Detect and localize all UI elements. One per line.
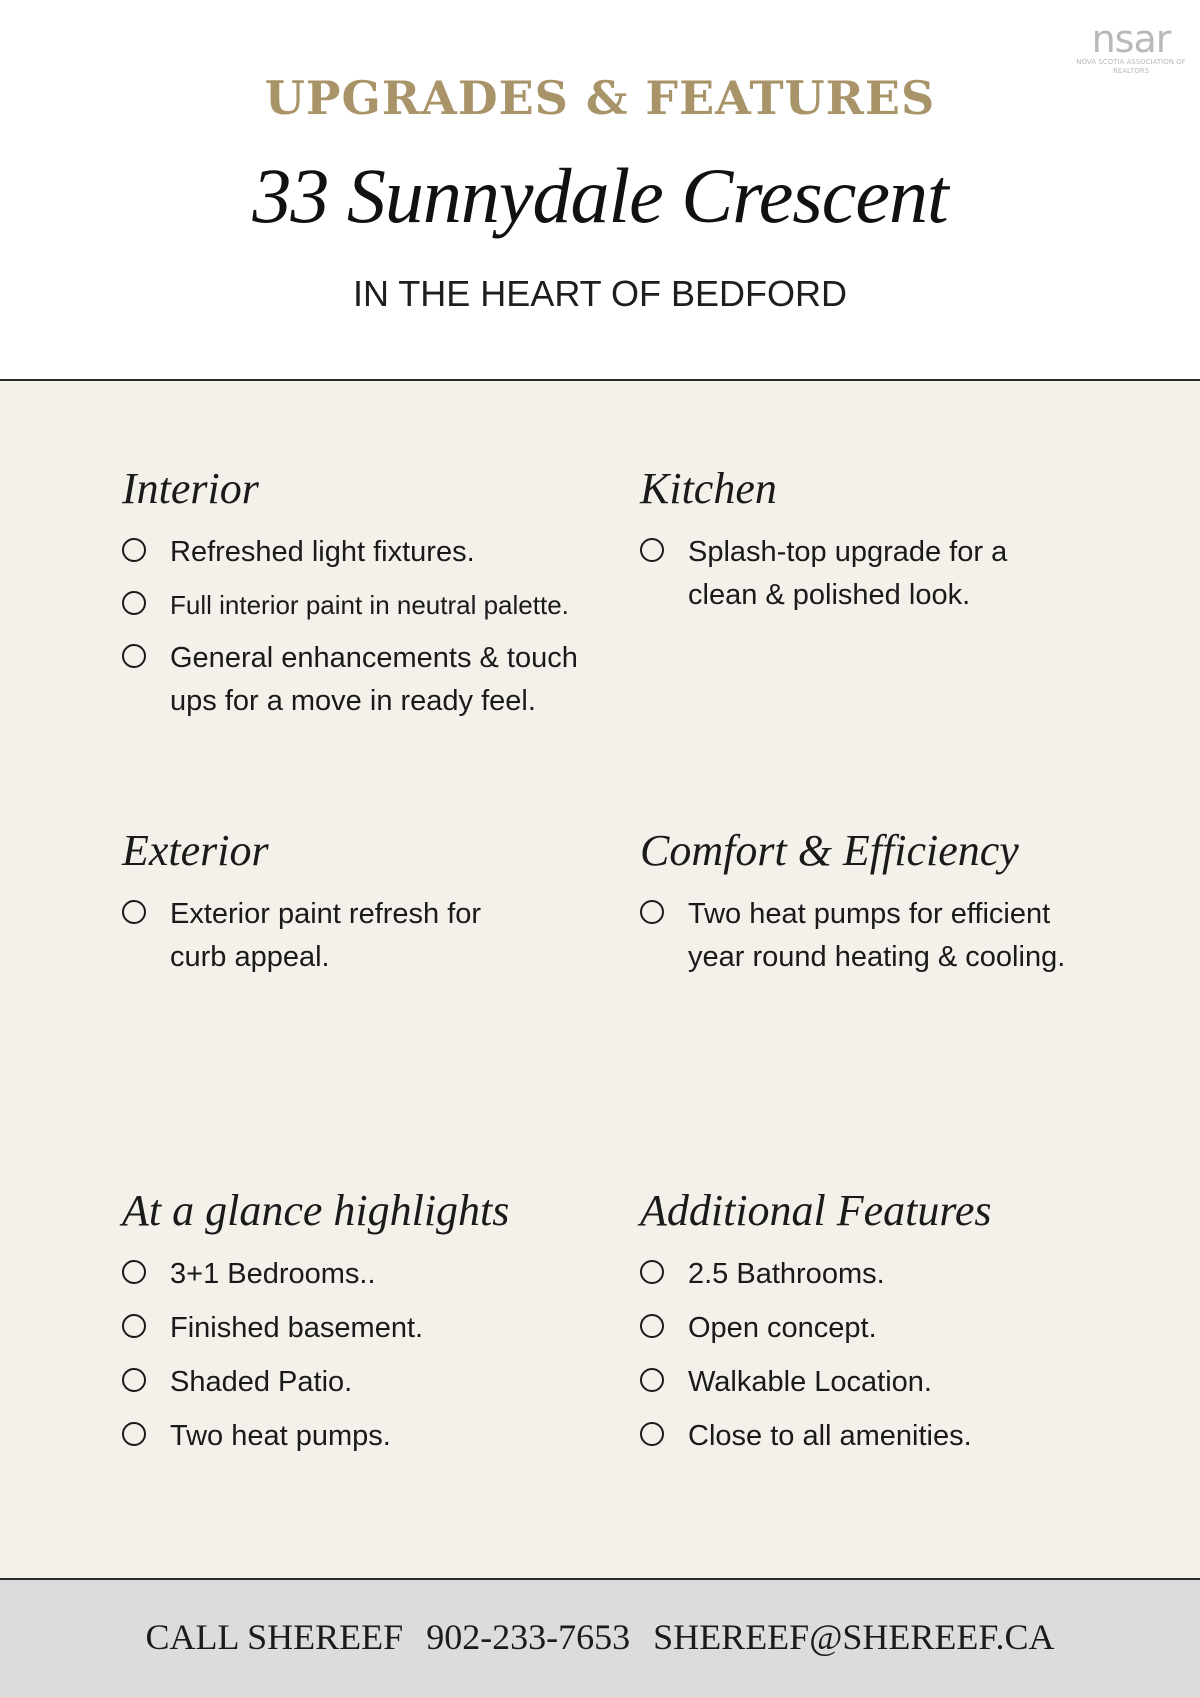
location-subtitle: IN THE HEART OF BEDFORD: [352, 273, 848, 314]
circle-bullet-icon: [122, 591, 146, 615]
logo-tagline: NOVA SCOTIA ASSOCIATION OF REALTORS: [1076, 58, 1186, 75]
list-item: Exterior paint refresh for curb appeal.: [122, 893, 530, 979]
contact-line: [0, 1614, 1200, 1660]
circle-bullet-icon: [122, 1314, 146, 1338]
circle-bullet-icon: [122, 900, 146, 924]
list-item: Splash-top upgrade for a clean & polished look.: [640, 531, 1048, 617]
list-item: Shaded Patio.: [122, 1361, 602, 1404]
list-item: Full interior paint in neutral palette.: [122, 584, 602, 627]
section-title-additional: Additional Features: [640, 1186, 992, 1235]
section-kitchen: [640, 461, 1070, 627]
features-panel: [0, 381, 1200, 1578]
circle-bullet-icon: [640, 1422, 664, 1446]
section-title-kitchen: Kitchen: [640, 464, 777, 513]
logo-wordmark: nsar: [1091, 17, 1171, 61]
call-label: CALL SHEREEF: [145, 1617, 404, 1657]
section-additional: [640, 1183, 1080, 1469]
circle-bullet-icon: [122, 1422, 146, 1446]
circle-bullet-icon: [122, 644, 146, 668]
list-item: General enhancements & touch ups for a move in ready feel.: [122, 637, 580, 723]
phone-number[interactable]: 902-233-7653: [426, 1617, 631, 1657]
list-item: 2.5 Bathrooms.: [640, 1253, 1080, 1296]
property-address: 33 Sunnydale Crescent: [252, 152, 948, 239]
list-item: Two heat pumps.: [122, 1415, 602, 1458]
section-glance: [122, 1183, 602, 1469]
list-item: 3+1 Bedrooms..: [122, 1253, 602, 1296]
list-item: Two heat pumps for efficient year round heating & cooling.: [640, 893, 1088, 979]
section-comfort: [640, 823, 1080, 989]
contact-footer: [0, 1578, 1200, 1697]
list-item: Walkable Location.: [640, 1361, 1080, 1404]
nsar-logo: [1070, 16, 1192, 76]
list-item: Close to all amenities.: [640, 1415, 1080, 1458]
list-item: Open concept.: [640, 1307, 1080, 1350]
circle-bullet-icon: [640, 1260, 664, 1284]
circle-bullet-icon: [640, 538, 664, 562]
section-exterior: [122, 823, 602, 989]
section-title-exterior: Exterior: [122, 826, 269, 875]
list-item: Refreshed light fixtures.: [122, 531, 602, 574]
list-item: Finished basement.: [122, 1307, 602, 1350]
circle-bullet-icon: [122, 1368, 146, 1392]
section-title-glance: At a glance highlights: [122, 1186, 510, 1235]
email-address[interactable]: SHEREEF@SHEREEF.CA: [653, 1617, 1055, 1657]
circle-bullet-icon: [640, 900, 664, 924]
circle-bullet-icon: [640, 1368, 664, 1392]
section-title-comfort: Comfort & Efficiency: [640, 826, 1019, 875]
section-interior: [122, 461, 602, 733]
circle-bullet-icon: [122, 538, 146, 562]
section-title-interior: Interior: [122, 464, 259, 513]
header: [0, 0, 1200, 380]
circle-bullet-icon: [640, 1314, 664, 1338]
circle-bullet-icon: [122, 1260, 146, 1284]
eyebrow-title: UPGRADES & FEATURES: [264, 71, 936, 125]
